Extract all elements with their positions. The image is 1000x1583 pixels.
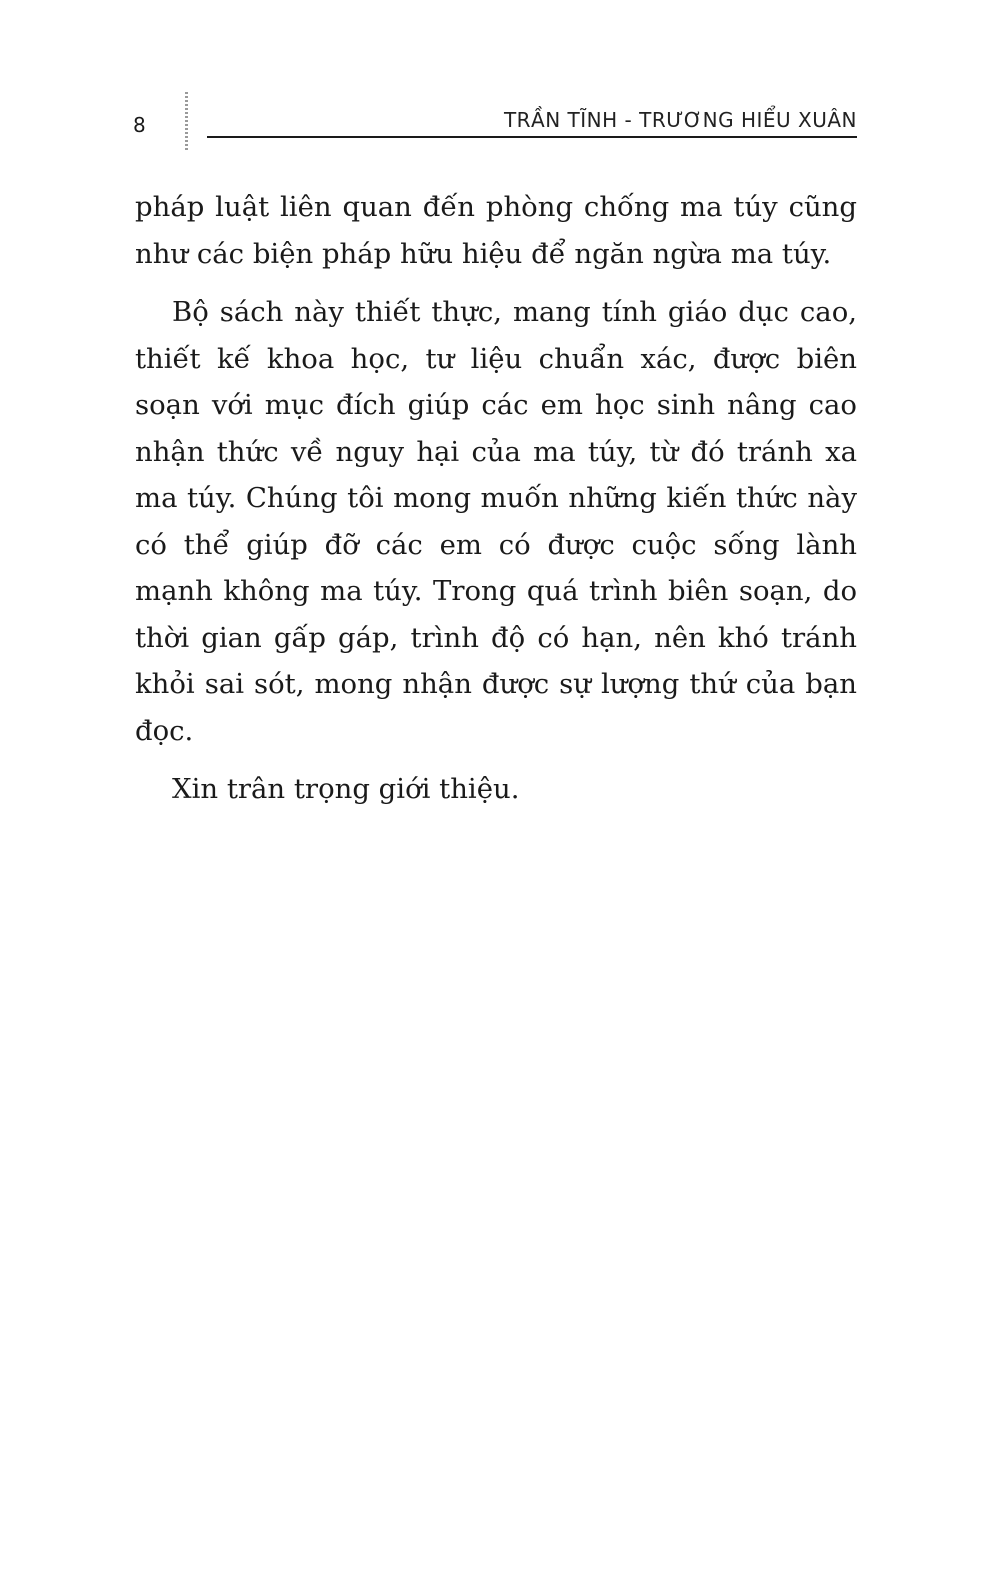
body-text (135, 184, 857, 825)
header-rule (207, 136, 857, 138)
header-divider (185, 92, 188, 152)
paragraph: Bộ sách này thiết thực, mang tính giáo dục cao, thiết kế khoa học, tư liệu chuẩn xác, được biên soạn với mục đích giúp các em học sinh nâng cao nhận thức về nguy hại của ma túy, từ đó tránh xa ma túy. Chúng tôi mong muốn những kiến thức này có thể giúp đỡ các em có được cuộc sống lành mạnh không ma túy. Trong quá trình biên soạn, do thời gian gấp gáp, trình độ có hạn, nên khó tránh khỏi sai sót, mong nhận được sự lượng thứ của bạn đọc. (135, 296, 857, 747)
page-number: 8 (133, 113, 146, 137)
paragraph: pháp luật liên quan đến phòng chống ma túy cũng như các biện pháp hữu hiệu để ngăn ngừa ma túy. (135, 191, 857, 270)
paragraph: Xin trân trọng giới thiệu. (172, 773, 520, 805)
running-head: TRẦN TĨNH - TRƯƠNG HIỂU XUÂN (503, 108, 857, 132)
